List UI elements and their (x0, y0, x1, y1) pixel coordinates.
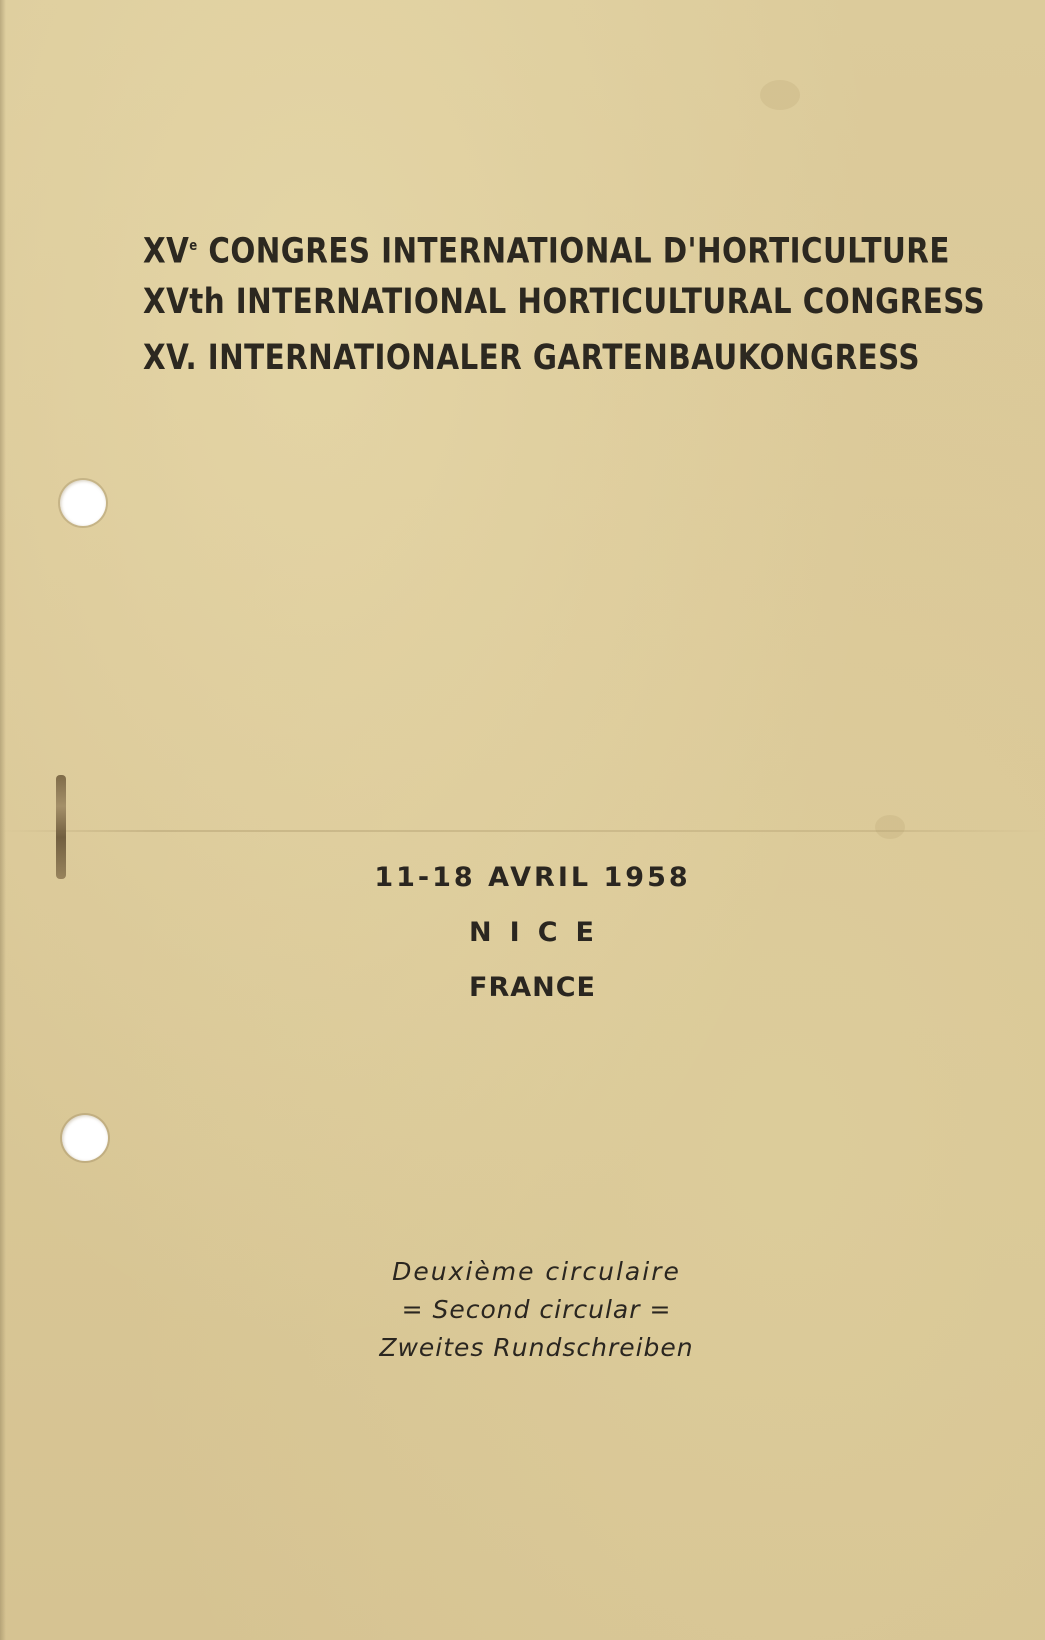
paper-stain (760, 80, 800, 110)
circular-german: Zweites Rundschreiben (379, 1333, 694, 1362)
title-french (143, 218, 950, 274)
title-french-superscript: e (189, 238, 198, 254)
punch-hole-top (60, 480, 106, 526)
paper-stain (875, 815, 905, 839)
title-german: XV. INTERNATIONALER GARTENBAUKONGRESS (143, 338, 921, 378)
circular-french: Deuxième circulaire (392, 1257, 681, 1286)
congress-titles (143, 218, 986, 386)
title-french-rest: CONGRES INTERNATIONAL D'HORTICULTURE (197, 231, 950, 272)
title-english: XVth INTERNATIONAL HORTICULTURAL CONGRESS (143, 282, 986, 322)
title-french-prefix: XV (143, 231, 190, 272)
punch-hole-bottom (62, 1115, 108, 1161)
event-country: FRANCE (469, 972, 596, 1003)
event-dates: 11-18 AVRIL 1958 (374, 862, 691, 893)
page-left-edge (0, 0, 6, 1640)
event-city: NICE (469, 917, 612, 948)
circular-english: = Second circular = (401, 1295, 672, 1324)
